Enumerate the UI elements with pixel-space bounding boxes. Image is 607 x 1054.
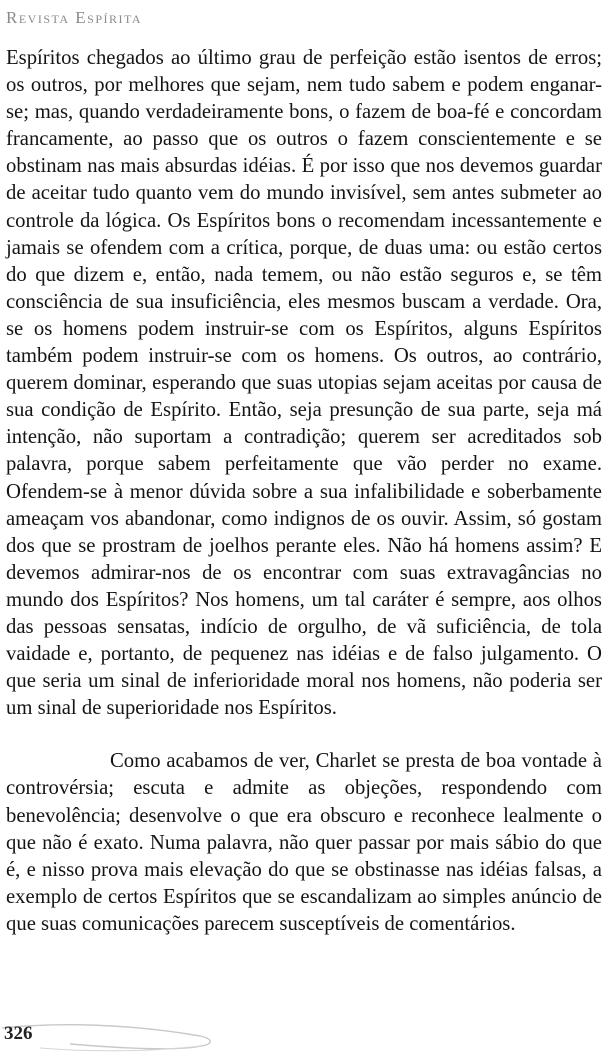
paragraph-1: Espíritos chegados ao último grau de perfeição estão isentos de erros; os outros, por melhores que sejam, nem tudo sabem e podem enganar-se; mas, quando verdadeiramente bons, o fazem de boa-fé e concordam francamente, ao passo que os outros o fazem conscientemente e se obstinam nas mais absurdas idéias. É por isso que nos devemos guardar de aceitar tudo quanto vem do mundo invisível, sem antes submeter ao controle da lógica. Os Espíritos bons o recomendam incessantemente e jamais se ofendem com a crítica, porque, de duas uma: ou estão certos do que dizem e, então, nada temem, ou não estão seguros e, se têm consciência de sua insuficiência, eles mesmos buscam a verdade. Ora, se os homens podem instruir-se com os Espíritos, alguns Espíritos também podem instruir-se com os homens. Os outros, ao contrário, querem dominar, esperando que suas utopias sejam aceitas por causa de sua condição de Espírito. Então, seja presunção de sua parte, seja má intenção, não suportam a contradição; querem ser acreditados sob palavra, porque sabem perfeitamente que vão perder no exame. Ofendem-se à menor dúvida sobre a sua infalibilidade e soberbamente ameaçam vos abandonar, como indignos de os ouvir. Assim, só gostam dos que se prostram de joelhos perante eles. Não há homens assim? E devemos admirar-nos de os encontrar com suas extravagâncias no mundo dos Espíritos? Nos homens, um tal caráter é sempre, aos olhos das pessoas sensatas, indício de orgulho, de vã suficiência, de tola vaidade e, portanto, de pequenez nas idéias e de falso julgamento. O que seria um sinal de inferioridade moral nos homens, não poderia ser um sinal de superioridade nos Espíritos.	[6, 47, 602, 720]
page-body	[6, 45, 602, 938]
page-number: 326	[4, 1023, 33, 1044]
paragraph-2: Como acabamos de ver, Charlet se presta de boa vontade à controvérsia; escuta e admite as objeções, respondendo com benevolência; desenvolve o que era obscuro e reconhece lealmente o que não é exato. Numa palavra, não quer passar por mais sábio do que é, e nisso prova mais elevação do que se obstinasse nas idéias falsas, a exemplo de certos Espíritos que se escandalizam ao simples anúncio de que suas comunicações parecem susceptíveis de comentários.	[6, 750, 602, 935]
footer-swoosh-ornament	[0, 1018, 230, 1054]
running-head: Revista Espírita	[6, 8, 143, 27]
